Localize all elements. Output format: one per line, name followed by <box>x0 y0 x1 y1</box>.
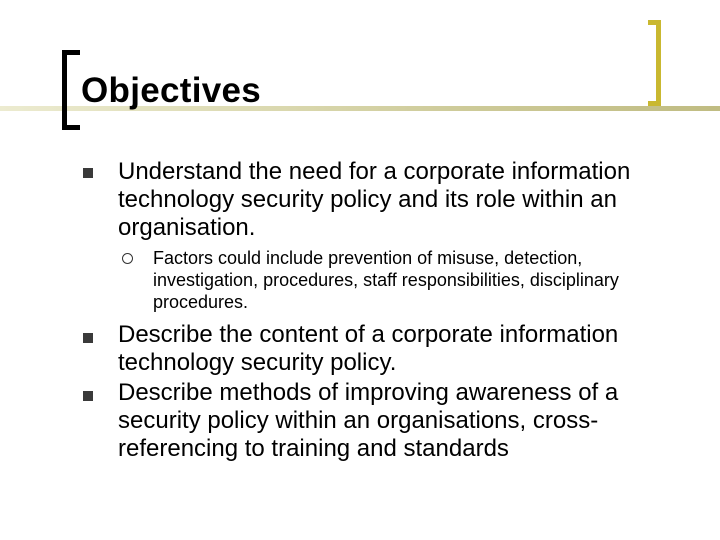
bullet-text: Describe methods of improving awareness of a security policy within an organisations, cross-referencing to training and standards <box>118 379 619 462</box>
square-bullet-icon <box>83 168 93 178</box>
left-bracket-cap-top <box>62 50 80 55</box>
square-bullet-icon <box>83 391 93 401</box>
slide-title: Objectives <box>81 71 262 110</box>
square-bullet-icon <box>83 333 93 343</box>
bullet-text: Describe the content of a corporate information technology security policy. <box>118 321 619 376</box>
sub-bullet-text: Factors could include prevention of misuse, detection, investigation, procedures, staff responsibilities, disciplinary procedures. <box>153 248 619 312</box>
right-bracket-cap-top <box>648 20 661 25</box>
right-bracket-cap-bottom <box>648 101 661 106</box>
left-bracket-bar <box>62 50 67 130</box>
left-bracket-cap-bottom <box>62 125 80 130</box>
bullet-text: Understand the need for a corporate information technology security policy and its role within an organisation. <box>118 158 631 241</box>
hollow-circle-bullet-icon <box>122 253 133 264</box>
right-bracket-bar <box>656 20 661 106</box>
